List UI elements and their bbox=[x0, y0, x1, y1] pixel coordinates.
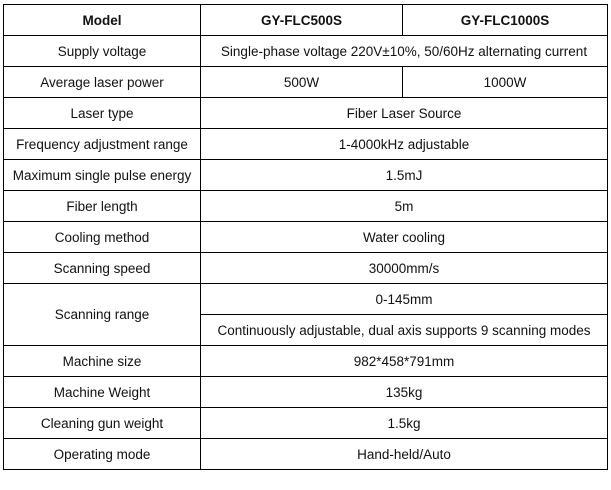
table-row bbox=[4, 346, 608, 377]
row-label: Supply voltage bbox=[4, 36, 201, 67]
table-row bbox=[4, 191, 608, 222]
row-label: Laser type bbox=[4, 98, 201, 129]
row-label: Scanning range bbox=[4, 284, 201, 346]
model-a-header: GY-FLC500S bbox=[201, 5, 403, 36]
row-value: 982*458*791mm bbox=[201, 346, 608, 377]
row-value: Fiber Laser Source bbox=[201, 98, 608, 129]
table-row bbox=[4, 98, 608, 129]
table-row bbox=[4, 160, 608, 191]
row-value: 1-4000kHz adjustable bbox=[201, 129, 608, 160]
row-value: Water cooling bbox=[201, 222, 608, 253]
row-label: Cleaning gun weight bbox=[4, 408, 201, 439]
table-row bbox=[4, 284, 608, 315]
model-header: Model bbox=[4, 5, 201, 36]
row-value: Single-phase voltage 220V±10%, 50/60Hz alternating current bbox=[201, 36, 608, 67]
table-row bbox=[4, 67, 608, 98]
table-row bbox=[4, 439, 608, 470]
row-label: Machine size bbox=[4, 346, 201, 377]
spec-table bbox=[3, 4, 608, 470]
table-row bbox=[4, 36, 608, 67]
row-label: Machine Weight bbox=[4, 377, 201, 408]
row-label: Frequency adjustment range bbox=[4, 129, 201, 160]
row-value: 135kg bbox=[201, 377, 608, 408]
row-value: 30000mm/s bbox=[201, 253, 608, 284]
table-row bbox=[4, 222, 608, 253]
row-value: 1.5kg bbox=[201, 408, 608, 439]
row-value-b: 1000W bbox=[403, 67, 608, 98]
model-b-header: GY-FLC1000S bbox=[403, 5, 608, 36]
table-row bbox=[4, 377, 608, 408]
row-label: Operating mode bbox=[4, 439, 201, 470]
table-header-row bbox=[4, 5, 608, 36]
row-value: 5m bbox=[201, 191, 608, 222]
row-label: Scanning speed bbox=[4, 253, 201, 284]
row-label: Cooling method bbox=[4, 222, 201, 253]
table-row bbox=[4, 253, 608, 284]
row-value: 0-145mm bbox=[201, 284, 608, 315]
row-label: Fiber length bbox=[4, 191, 201, 222]
row-value: Hand-held/Auto bbox=[201, 439, 608, 470]
row-value-a: 500W bbox=[201, 67, 403, 98]
row-label: Average laser power bbox=[4, 67, 201, 98]
table-row bbox=[4, 408, 608, 439]
row-value-note: Continuously adjustable, dual axis supports 9 scanning modes bbox=[201, 315, 608, 346]
row-label: Maximum single pulse energy bbox=[4, 160, 201, 191]
table-row bbox=[4, 129, 608, 160]
row-value: 1.5mJ bbox=[201, 160, 608, 191]
